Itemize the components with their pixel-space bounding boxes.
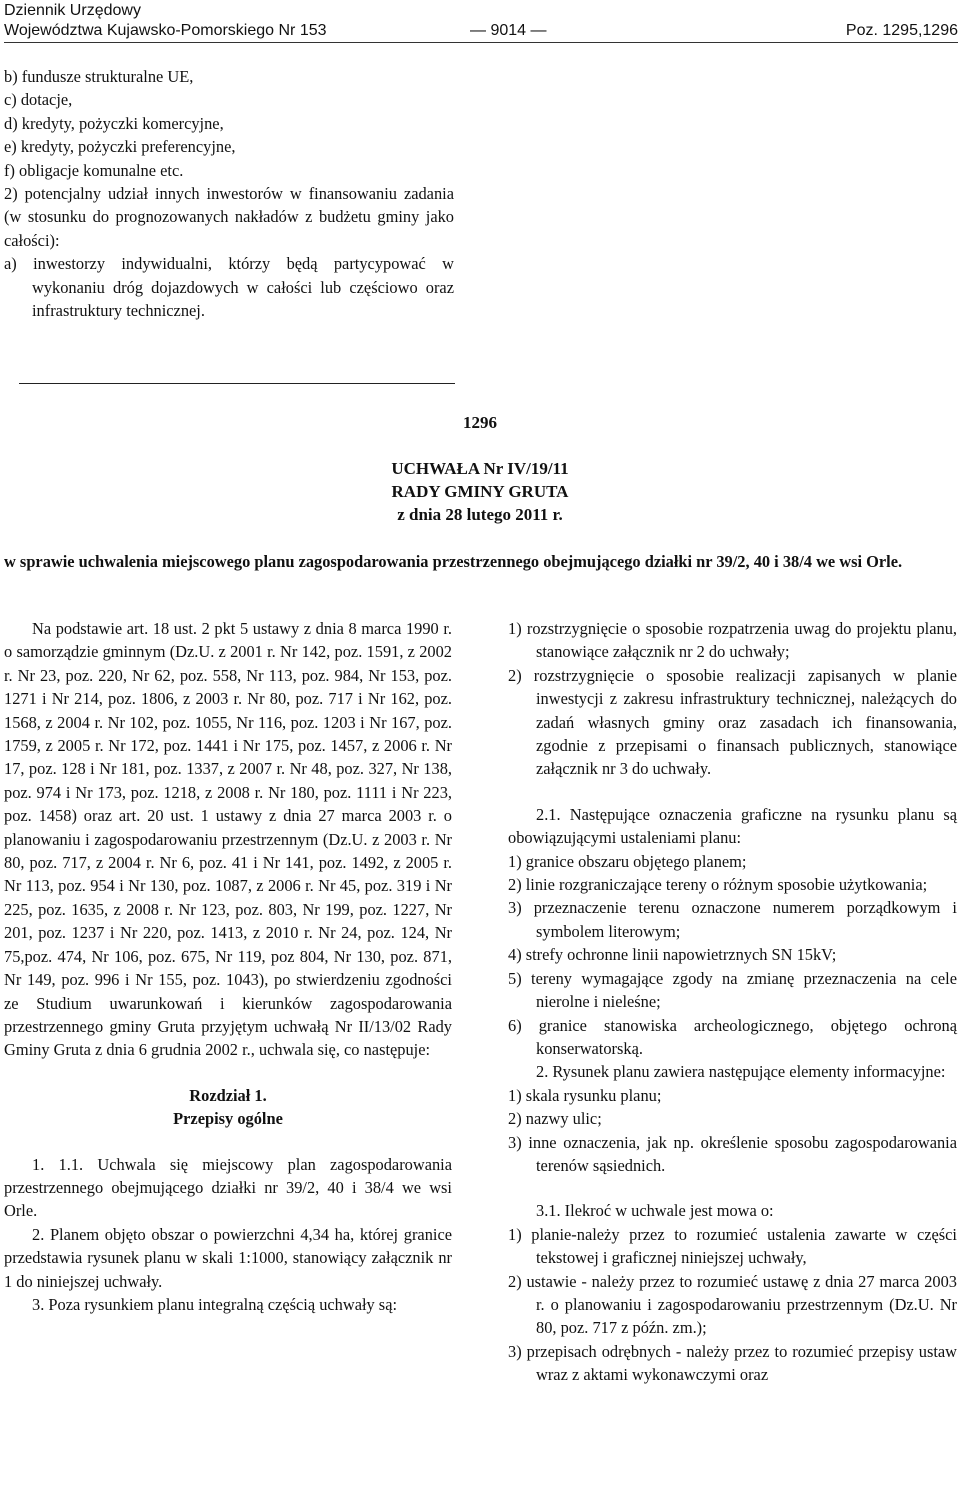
paragraph: 2. Rysunek planu zawiera następujące elementy informacyjne: [536,1062,946,1082]
list-item: a) inwestorzy indywidualni, którzy będą partycypować w wykonaniu dróg dojazdowych w całości lub częściowo oraz infrastruktury technicznej. [4,254,454,321]
act-date: z dnia 28 lutego 2011 r. [397,505,563,524]
list-item: 3) inne oznaczenia, jak np. określenie sposobu zagospodarowania terenów sąsiednich. [508,1132,957,1175]
paragraph: 1. 1.1. Uchwala się miejscowy plan zagospodarowania przestrzennego obejmującego działki nr 39/2, 40 i 38/4 we wsi Orle. [4,1154,452,1221]
list-item: 2) potencjalny udział innych inwestorów w finansowaniu zadania (w stosunku do prognozowanych nakładów z budżetu gminy jako całości): [4,184,454,250]
list-item: 2) rozstrzygnięcie o sposobie realizacji zapisanych w planie inwestycji z zakresu infrastruktury technicznej, należących do zadań własnych gminy oraz zasadach ich finansowania, zgodnie z przepisami o finansach publicznych, stanowiące załącznik nr 3 do uchwały. [508,665,957,779]
position-number: Poz. 1295,1296 [845,22,958,39]
list-item: 6) granice stanowiska archeologicznego, objętego ochroną konserwatorską. [508,1015,957,1058]
previous-act-continuation [4,65,454,322]
act-subject: w sprawie uchwalenia miejscowego planu zagospodarowania przestrzennego obejmującego działki nr 39/2, 40 i 38/4 we wsi Orle. [4,552,903,571]
paragraph: 2. Planem objęto obszar o powierzchni 4,34 ha, której granice przedstawia rysunek planu w skali 1:1000, stanowiący załącznik nr 1 do niniejszej uchwały. [4,1224,452,1291]
list-item: e) kredyty, pożyczki preferencyjne, [4,137,236,157]
list-item: f) obligacje komunalne etc. [4,160,184,180]
journal-title: Dziennik Urzędowy [4,2,141,19]
right-column [508,617,957,1387]
list-item: 2) nazwy ulic; [508,1109,602,1129]
preamble: Na podstawie art. 18 ust. 2 pkt 5 ustawy z dnia 8 marca 1990 r. o samorządzie gminnym (Dz.U. z 2001 r. Nr 142, poz. 1591, z 2002 r. Nr 23, poz. 220, Nr 62, poz. 558, Nr 113, poz. 984, Nr 153, poz. 1271 i Nr 214, poz. 1806, z 2003 r. Nr 80, poz. 717 i Nr 162, poz. 1568, z 2004 r. Nr 102, poz. 1055, Nr 116, poz. 1203 i Nr 167, poz. 1759, z 2005 r. Nr 172, poz. 1441 i Nr 175, poz. 1457, z 2006 r. Nr 17, poz. 128 i Nr 181, poz. 1337, z 2007 r. Nr 48, poz. 327, Nr 138, poz. 974 i Nr 173, poz. 1218, z 2008 r. Nr 180, poz. 1111 i Nr 223, poz. 1458) oraz art. 20 ust. 1 ustawy z dnia 27 marca 2003 r. o planowaniu i zagospodarowaniu przestrzennym (Dz.U. z 2003 r. Nr 80, poz. 717, z 2004 r. Nr 6, poz. 41 i Nr 141, poz. 1492, z 2005 r. Nr 113, poz. 954 i Nr 130, poz. 1087, z 2006 r. Nr 45, poz. 319 i Nr 225, poz. 1635, z 2008 r. Nr 123, poz. 803, Nr 199, poz. 1227, Nr 201, poz. 1237 i Nr 220, poz. 1413, z 2010 r. Nr 24, poz. 124, Nr 75,poz. 474, Nr 106, poz. 675, Nr 119, poz 804, Nr 130, poz. 871, Nr 149, poz. 996 i Nr 155, poz. 1043), po stwierdzeniu zgodności ze Studium uwarunkowań i kierunków zagospodarowania przestrzennego gminy Gruta przyjętym uchwałą Nr II/13/02 Rady Gminy Gruta z dnia 6 grudnia 2002 r., uchwala się, co następuje: [4,619,452,1060]
list-item: 4) strefy ochronne linii napowietrznych SN 15kV; [508,945,837,965]
list-item: 2) linie rozgraniczające tereny o różnym sposobie użytkowania; [508,875,928,895]
journal-issue: Województwa Kujawsko-Pomorskiego Nr 153 [4,22,327,39]
list-item: 3) przepisach odrębnych - należy przez to rozumieć przepisy ustaw wraz z aktami wykonawczymi oraz [508,1341,957,1385]
paragraph: 3. Poza rysunkiem planu integralną częścią uchwały są: [32,1294,398,1314]
act-number: 1296 [463,413,497,432]
list-item: 2) ustawie - należy przez to rozumieć ustawę z dnia 27 marca 2003 r. o planowaniu i zagospodarowaniu przestrzennym (Dz.U. Nr 80, poz. 717 z późn. zm.); [508,1271,957,1338]
list-item: b) fundusze strukturalne UE, [4,67,194,86]
list-item: 5) tereny wymagające zgody na zmianę przeznaczenia na cele nierolne i nieleśne; [508,968,957,1012]
chapter-number: Rozdział 1. [189,1085,267,1105]
paragraph: 2.1. Następujące oznaczenia graficzne na rysunku planu są obowiązującymi ustaleniami planu: [508,804,957,848]
list-item: d) kredyty, pożyczki komercyjne, [4,113,224,133]
list-item: 1) granice obszaru objętego planem; [508,851,747,871]
act-issuer: RADY GMINY GRUTA [391,482,569,501]
list-item: 1) planie-należy przez to rozumieć ustalenia zawarte w części tekstowej i graficznej niniejszej uchwały, [508,1224,957,1268]
act-title: UCHWAŁA Nr IV/19/11 [391,459,569,478]
list-item: 1) skala rysunku planu; [508,1085,662,1105]
left-column [4,617,452,1316]
page-number: — 9014 — [470,22,547,39]
list-item: c) dotacje, [4,90,73,110]
chapter-title: Przepisy ogólne [173,1109,283,1129]
section-divider [19,383,455,384]
list-item: 1) rozstrzygnięcie o sposobie rozpatrzenia uwag do projektu planu, stanowiące załącznik nr 2 do uchwały; [508,619,957,662]
paragraph: 3.1. Ilekroć w uchwale jest mowa o: [536,1201,774,1221]
list-item: 3) przeznaczenie terenu oznaczone numerem porządkowym i symbolem literowym; [508,898,957,941]
page-header [4,0,958,43]
